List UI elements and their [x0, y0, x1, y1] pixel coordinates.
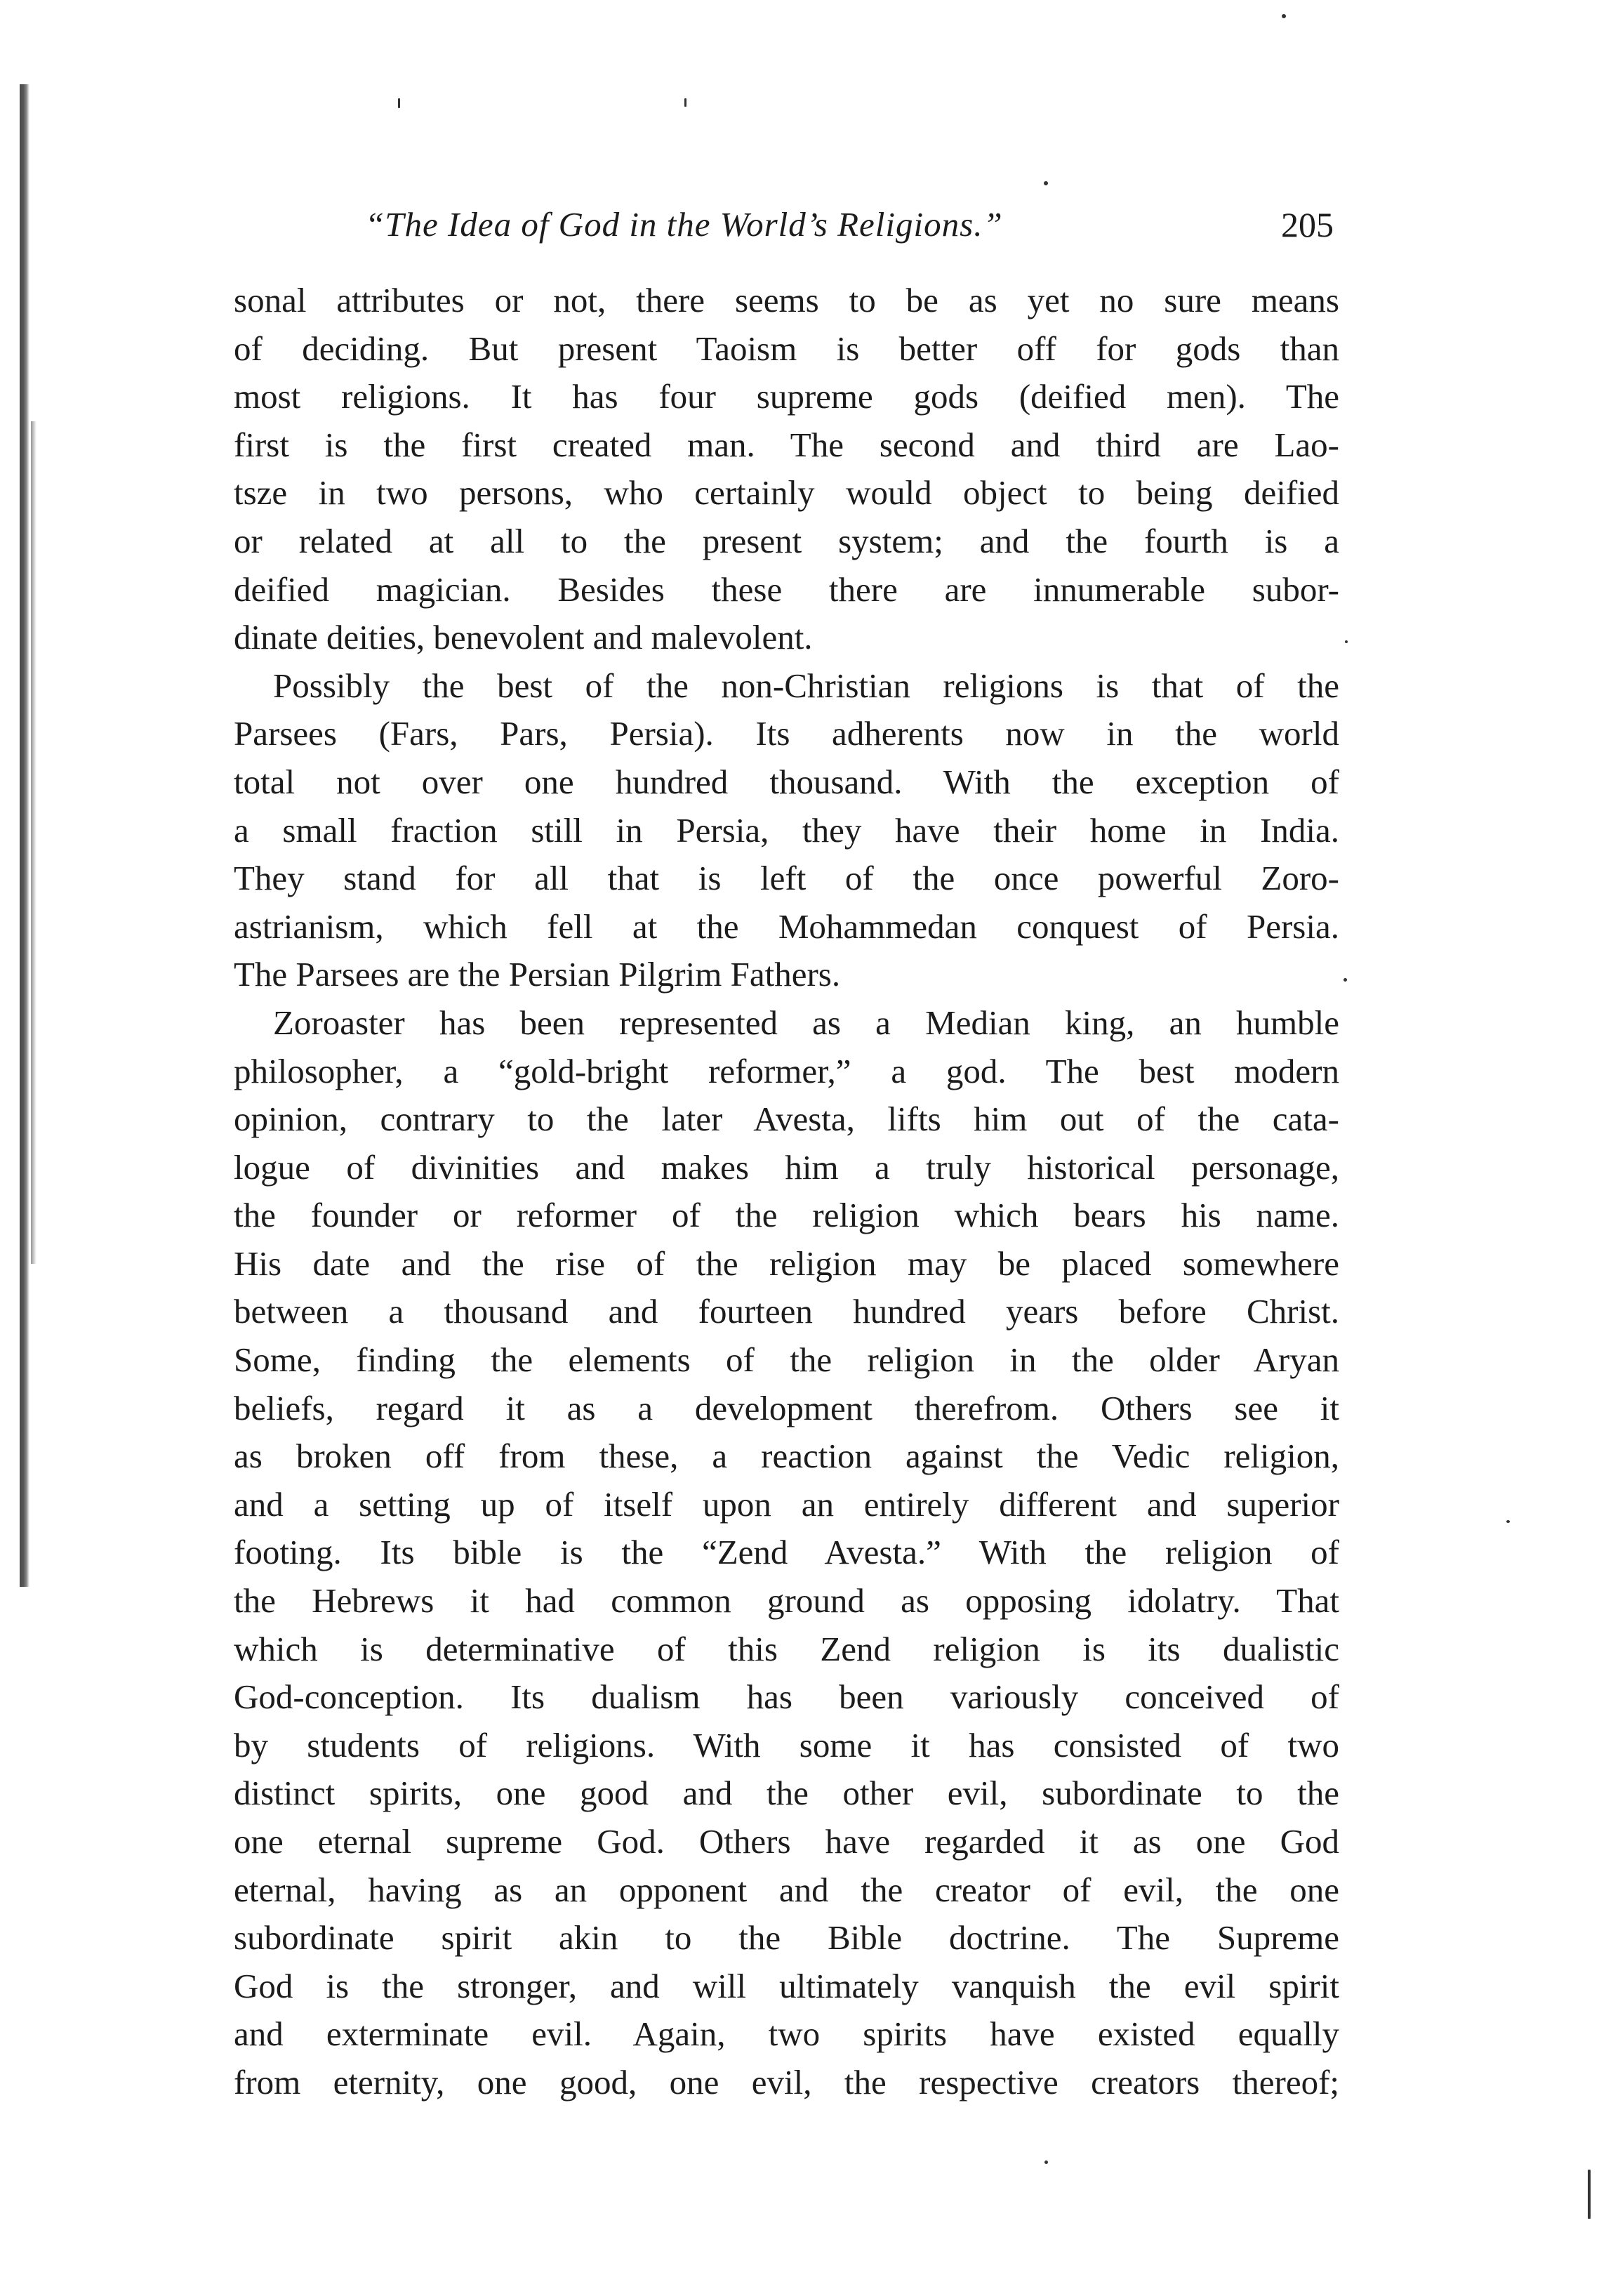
scan-speck [1044, 181, 1048, 185]
text-line: beliefs, regard it as a development therefrom. Others see it [234, 1388, 1339, 1427]
scan-speck [1282, 14, 1286, 18]
scan-speck [1345, 640, 1348, 643]
page-header [365, 197, 1334, 253]
scan-speck [1044, 2160, 1048, 2164]
text-line: a small fraction still in Persia, they have their home in India. [234, 810, 1339, 850]
text-line: Some, finding the elements of the religion in the older Aryan [234, 1340, 1339, 1380]
text-line: one eternal supreme God. Others have regarded it as one God [234, 1822, 1339, 1861]
text-line: deified magician. Besides these there are innumerable subor- [234, 569, 1339, 609]
text-line: philosopher, a “gold-bright reformer,” a god. The best modern [234, 1051, 1339, 1090]
paragraph-first-line: Zoroaster has been represented as a Median king, an humble [273, 1003, 1339, 1042]
text-line: eternal, having as an opponent and the creator of evil, the one [234, 1870, 1339, 1909]
binding-shadow [20, 84, 29, 1587]
text-line: first is the first created man. The second and third are Lao- [234, 425, 1339, 464]
text-line: His date and the rise of the religion may be placed somewhere [234, 1243, 1339, 1283]
text-line: astrianism, which fell at the Mohammedan conquest of Persia. [234, 906, 1339, 946]
text-line: most religions. It has four supreme gods (deified men). The [234, 377, 1339, 416]
text-line: Parsees (Fars, Pars, Persia). Its adherents now in the world [234, 714, 1339, 753]
text-line: the founder or reformer of the religion which bears his name. [234, 1196, 1339, 1235]
binding-shadow-soft [31, 421, 37, 1264]
scan-speck [1343, 978, 1347, 982]
text-line: subordinate spirit akin to the Bible doctrine. The Supreme [234, 1918, 1339, 1958]
paragraph-first-line: Possibly the best of the non-Christian religions is that of the [273, 666, 1339, 705]
text-line: sonal attributes or not, there seems to be as yet no sure means [234, 281, 1339, 319]
text-line: tsze in two persons, who certainly would object to being deified [234, 473, 1339, 513]
text-line: distinct spirits, one good and the other evil, subordinate to the [234, 1774, 1339, 1813]
scan-speck [684, 98, 686, 107]
text-line: or related at all to the present system; and the fourth is a [234, 521, 1339, 560]
text-line: The Parsees are the Persian Pilgrim Fathers. [234, 955, 841, 994]
body-text [234, 277, 1339, 2107]
text-line: dinate deities, benevolent and malevolent. [234, 618, 813, 657]
text-line: opinion, contrary to the later Avesta, lifts him out of the cata- [234, 1100, 1339, 1139]
text-line: by students of religions. With some it has consisted of two [234, 1725, 1339, 1764]
text-line: logue of divinities and makes him a truly historical personage, [234, 1147, 1339, 1187]
text-line: God-conception. Its dualism has been variously conceived of [234, 1677, 1339, 1717]
text-line: the Hebrews it had common ground as opposing idolatry. That [234, 1581, 1339, 1621]
text-line: footing. Its bible is the “Zend Avesta.” With the religion of [234, 1533, 1339, 1572]
scan-speck [1588, 2170, 1591, 2219]
text-line: and exterminate evil. Again, two spirits have existed equally [234, 2014, 1339, 2054]
text-line: and a setting up of itself upon an entirely different and superior [234, 1484, 1339, 1524]
text-line: as broken off from these, a reaction against the Vedic religion, [234, 1437, 1339, 1476]
scan-speck [1506, 1520, 1510, 1523]
text-line: of deciding. But present Taoism is better off for gods than [234, 329, 1339, 368]
text-line: total not over one hundred thousand. With the exception of [234, 762, 1339, 801]
text-line: between a thousand and fourteen hundred years before Christ. [234, 1292, 1339, 1331]
running-title: “The Idea of God in the World’s Religions.” [365, 205, 1003, 244]
scan-speck [398, 98, 400, 108]
text-line: They stand for all that is left of the once powerful Zoro- [234, 859, 1339, 898]
text-line: God is the stronger, and will ultimately vanquish the evil spirit [234, 1966, 1339, 2005]
text-line: from eternity, one good, one evil, the respective creators thereof; [234, 2062, 1339, 2102]
text-line: which is determinative of this Zend religion is its dualistic [234, 1629, 1339, 1668]
page-number: 205 [1281, 205, 1334, 244]
